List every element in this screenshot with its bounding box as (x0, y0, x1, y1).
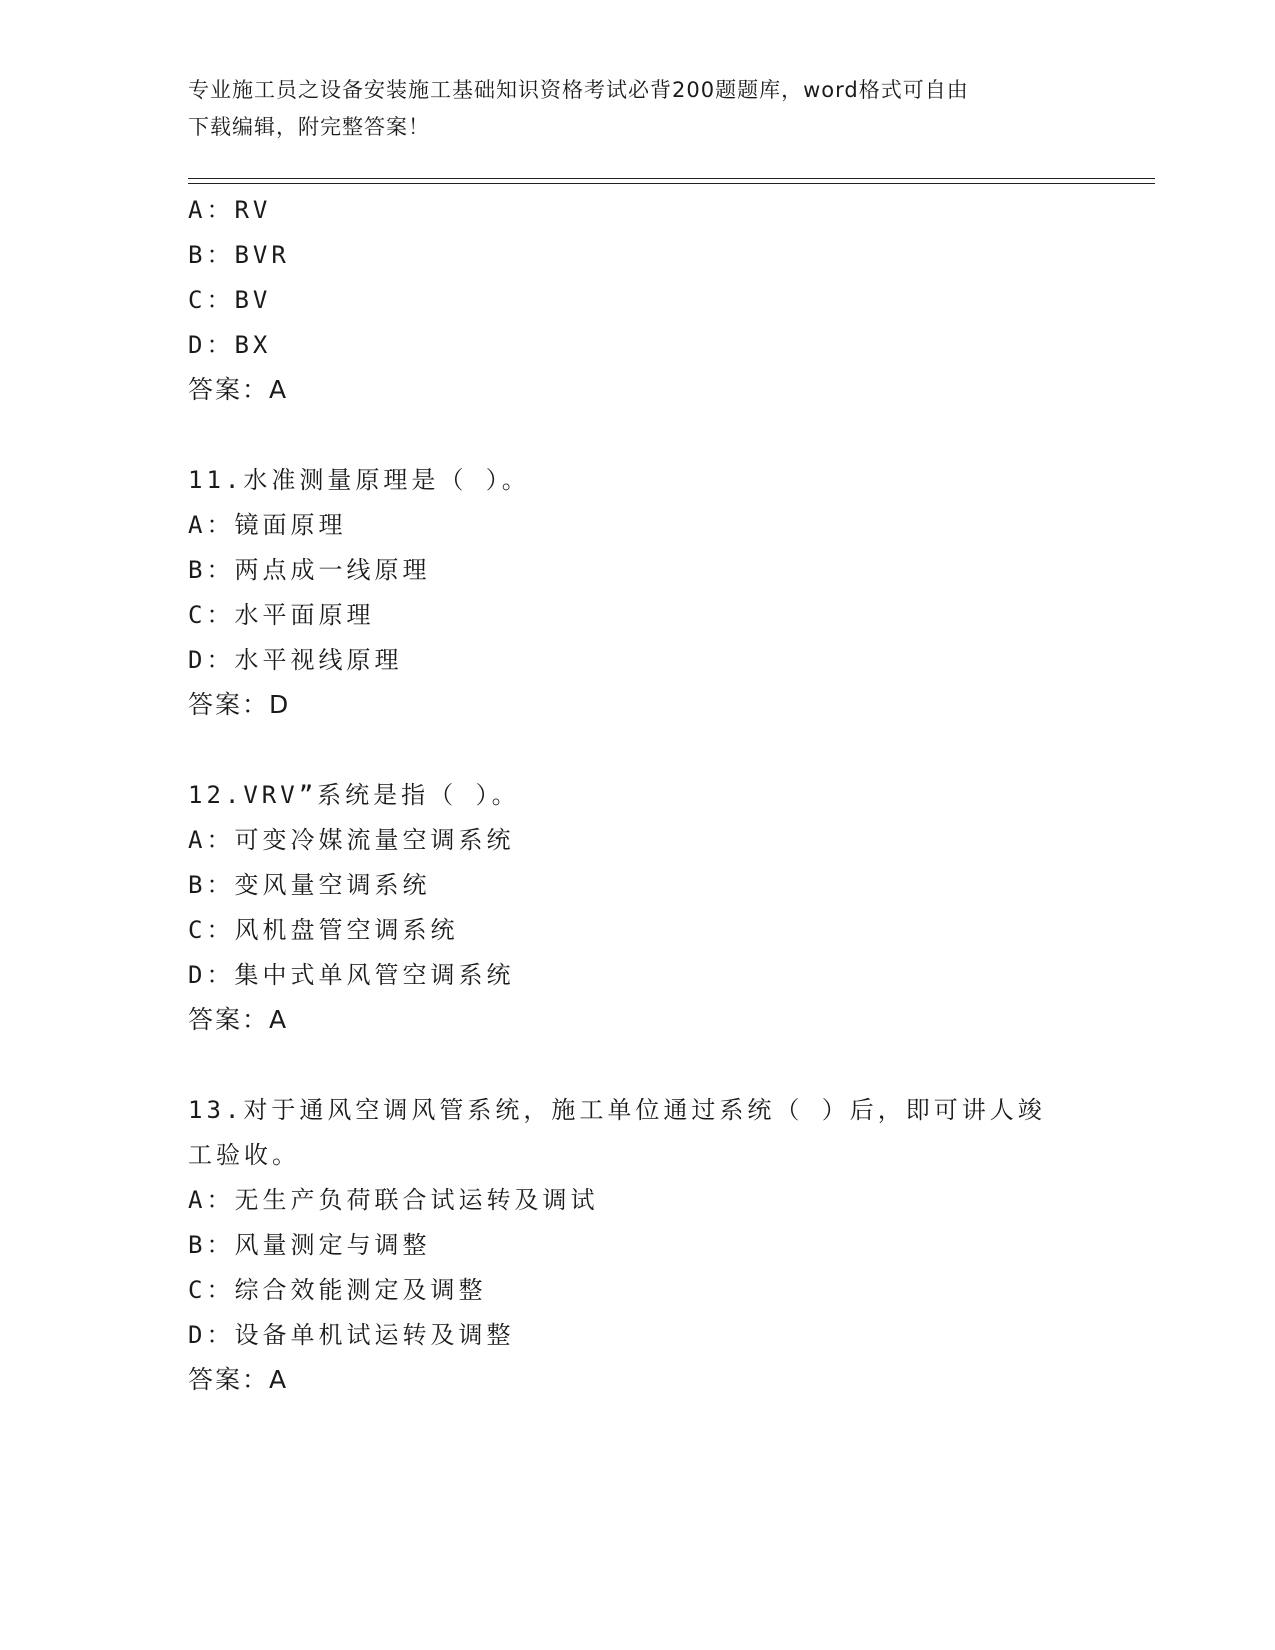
q13-option-a: A：无生产负荷联合试运转及调试 (188, 1186, 599, 1214)
q12-option-a: A：可变冷媒流量空调系统 (188, 826, 515, 854)
q10-option-b: B：BVR (188, 241, 290, 269)
q10-answer: 答案：A (188, 375, 289, 404)
q11-option-c: C：水平面原理 (188, 601, 375, 629)
q13-answer: 答案：A (188, 1365, 289, 1394)
q10-option-a: A：RV (188, 196, 272, 224)
q12-option-d: D：集中式单风管空调系统 (188, 961, 515, 989)
header-title-line-2: 下载编辑，附完整答案！ (188, 115, 430, 139)
q11-stem: 11.水准测量原理是（ ）。 (188, 466, 530, 494)
q11-option-b: B：两点成一线原理 (188, 556, 431, 584)
header-divider-bottom (188, 183, 1155, 184)
q10-option-d: D：BX (188, 331, 272, 359)
q12-stem: 12.VRV”系统是指（ ）。 (188, 781, 520, 809)
q13-stem-line-2: 工验收。 (188, 1141, 300, 1169)
q11-option-a: A：镜面原理 (188, 511, 347, 539)
q13-option-b: B：风量测定与调整 (188, 1231, 431, 1259)
q11-answer: 答案：D (188, 690, 291, 719)
q12-option-c: C：风机盘管空调系统 (188, 916, 459, 944)
q13-option-c: C：综合效能测定及调整 (188, 1276, 487, 1304)
header-divider-top (188, 178, 1155, 179)
q13-option-d: D：设备单机试运转及调整 (188, 1321, 515, 1349)
q11-option-d: D：水平视线原理 (188, 646, 403, 674)
q10-option-c: C：BV (188, 286, 272, 314)
document-header (188, 72, 1068, 146)
header-title-line-1: 专业施工员之设备安装施工基础知识资格考试必背200题题库，word格式可自由 (188, 78, 969, 102)
q12-option-b: B：变风量空调系统 (188, 871, 431, 899)
q12-answer: 答案：A (188, 1005, 289, 1034)
q13-stem-line-1: 13.对于通风空调风管系统，施工单位通过系统（ ）后，即可讲人竣 (188, 1096, 1046, 1124)
